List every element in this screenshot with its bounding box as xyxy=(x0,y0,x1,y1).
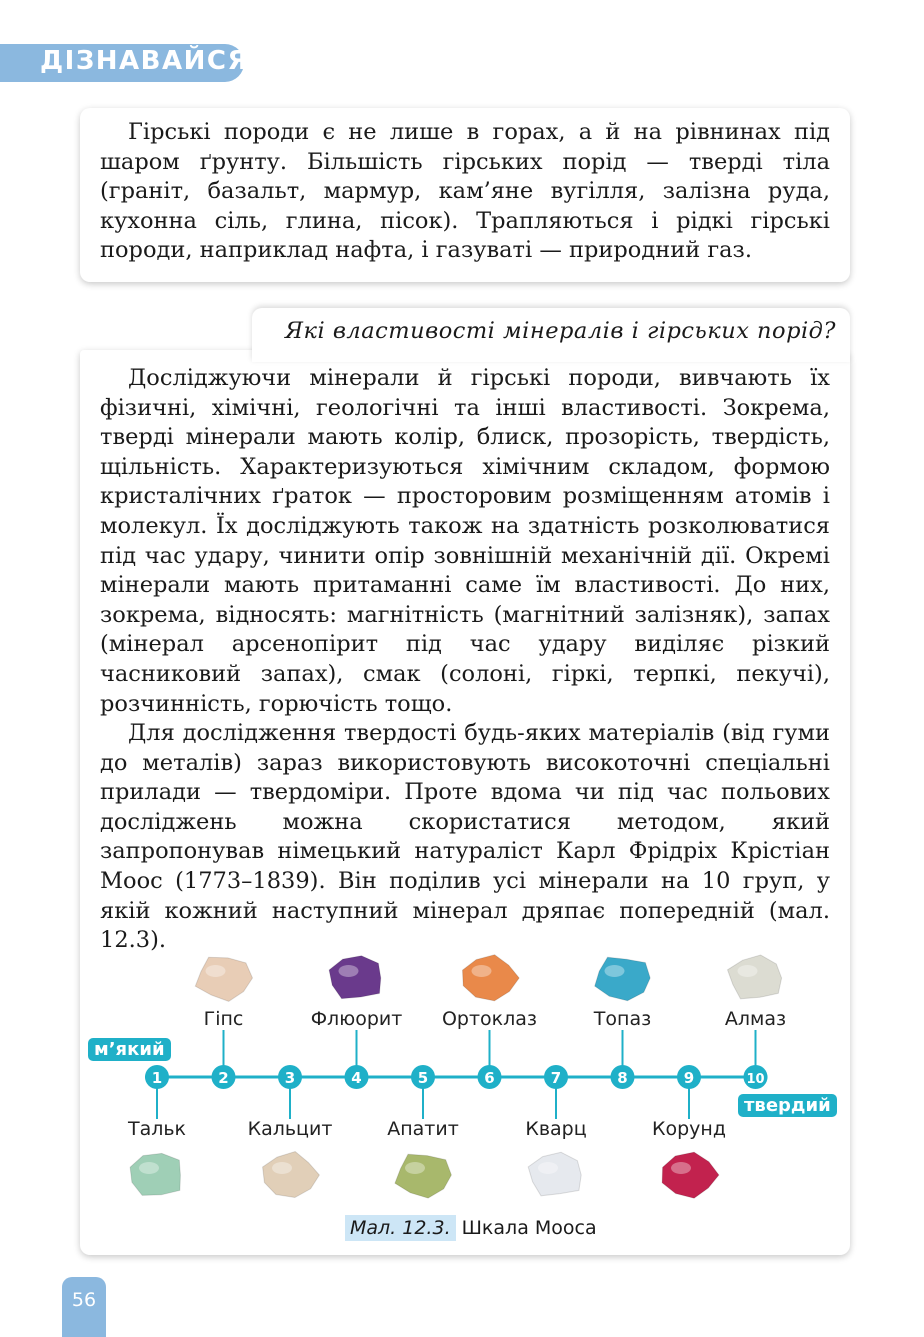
mineral-highlight xyxy=(738,965,758,977)
mineral-highlight xyxy=(206,965,226,977)
scale-number-3: 3 xyxy=(284,1069,296,1087)
section-banner-title: ДІЗНАВАЙСЯ xyxy=(40,46,249,76)
scale-number-8: 8 xyxy=(617,1069,628,1087)
question-heading: Які властивості мінералів і гірських порід? xyxy=(284,318,836,344)
scale-number-10: 10 xyxy=(746,1072,765,1087)
body-paragraph-2: Для дослідження твердості будь-яких матеріалів (від гуми до металів) зараз використовують високоточні спеціальні прилади — твердоміри. Проте вдома чи під час польових досліджень можна скористатися методом, який запропонував німецький натураліст Карл Фрідріх Крістіан Моос (1773–1839). Він поділив усі мінерали на 10 груп, у якій кожний наступний мінерал дряпає попередній (мал. 12.3). xyxy=(100,720,830,954)
scale-number-1: 1 xyxy=(151,1069,163,1087)
mineral-highlight xyxy=(139,1162,159,1174)
scale-number-6: 6 xyxy=(484,1069,495,1087)
mineral-highlight xyxy=(405,1162,425,1174)
scale-number-2: 2 xyxy=(218,1069,229,1087)
mineral-image-4 xyxy=(329,956,381,999)
page-number-tab xyxy=(62,1277,106,1337)
mineral-image-2 xyxy=(195,957,252,1001)
mineral-image-3 xyxy=(263,1152,320,1198)
mineral-label-8: Топаз xyxy=(593,1008,652,1030)
mineral-label-3: Кальцит xyxy=(247,1118,333,1140)
mineral-highlight xyxy=(605,965,625,977)
mineral-label-7: Кварц xyxy=(525,1118,587,1140)
intro-paragraph: Гірські породи є не лише в горах, а й на рівнинах під шаром ґрунту. Більшість гірських порід — тверді тіла (граніт, базальт, мармур, кам’яне вугілля, залізна руда, кухонна сіль, глина, пісок). Трапляються і рідкі гірські породи, наприклад нафта, і газуваті — природний газ. xyxy=(100,119,830,264)
mineral-image-7 xyxy=(528,1152,581,1196)
mohs-scale-diagram xyxy=(80,930,850,1250)
mineral-image-5 xyxy=(395,1154,452,1198)
scale-number-9: 9 xyxy=(683,1069,695,1087)
mineral-image-8 xyxy=(595,957,651,1001)
mineral-label-1: Тальк xyxy=(127,1118,187,1140)
mineral-image-6 xyxy=(463,955,520,1001)
mohs-scale-figure xyxy=(80,930,850,1250)
mineral-highlight xyxy=(671,1162,691,1174)
mineral-image-1 xyxy=(130,1153,180,1195)
figure-caption xyxy=(345,1217,597,1239)
mineral-highlight xyxy=(339,965,359,977)
scale-number-5: 5 xyxy=(417,1069,429,1087)
hard-label: твердий xyxy=(738,1094,837,1117)
figure-caption-text: Шкала Мооса xyxy=(461,1217,597,1239)
scale-number-4: 4 xyxy=(351,1069,362,1087)
body-paragraph-1: Досліджуючи мінерали й гірські породи, вивчають їх фізичні, хімічні, геологічні та інші властивості. Зокрема, тверді мінерали мають колір, блиск, прозорість, твердість, щільність. Характеризуються хімічним складом, формою кристалічних ґраток — просторовим розміщенням атомів і молекул. Їх досліджують також на здатність розколюватися під час удару, чинити опір зовнішній механічній дії. Окремі мінерали мають притаманні саме їм властивості. До них, зокрема, відносять: магнітність (магнітний залізняк), запах (мінерал арсенопірит під час удару виділяє різкий часниковий запах), смак (солоні, гіркі, терпкі, пекучі), розчинність, горючість тощо. xyxy=(100,365,830,717)
mineral-image-10 xyxy=(728,955,782,999)
mineral-label-5: Апатит xyxy=(387,1118,459,1140)
scale-number-7: 7 xyxy=(550,1069,562,1087)
figure-caption-label: Мал. 12.3. xyxy=(345,1215,456,1241)
mineral-highlight xyxy=(272,1162,292,1174)
mineral-label-4: Флюорит xyxy=(310,1008,403,1030)
mineral-label-10: Алмаз xyxy=(724,1008,787,1030)
page-number: 56 xyxy=(71,1289,97,1311)
mineral-label-2: Гіпс xyxy=(203,1008,244,1030)
mineral-highlight xyxy=(472,965,492,977)
mineral-highlight xyxy=(538,1162,558,1174)
soft-label: м’який xyxy=(88,1038,171,1061)
mineral-image-9 xyxy=(662,1152,719,1198)
mineral-label-9: Корунд xyxy=(652,1118,726,1140)
mineral-label-6: Ортоклаз xyxy=(441,1008,538,1030)
